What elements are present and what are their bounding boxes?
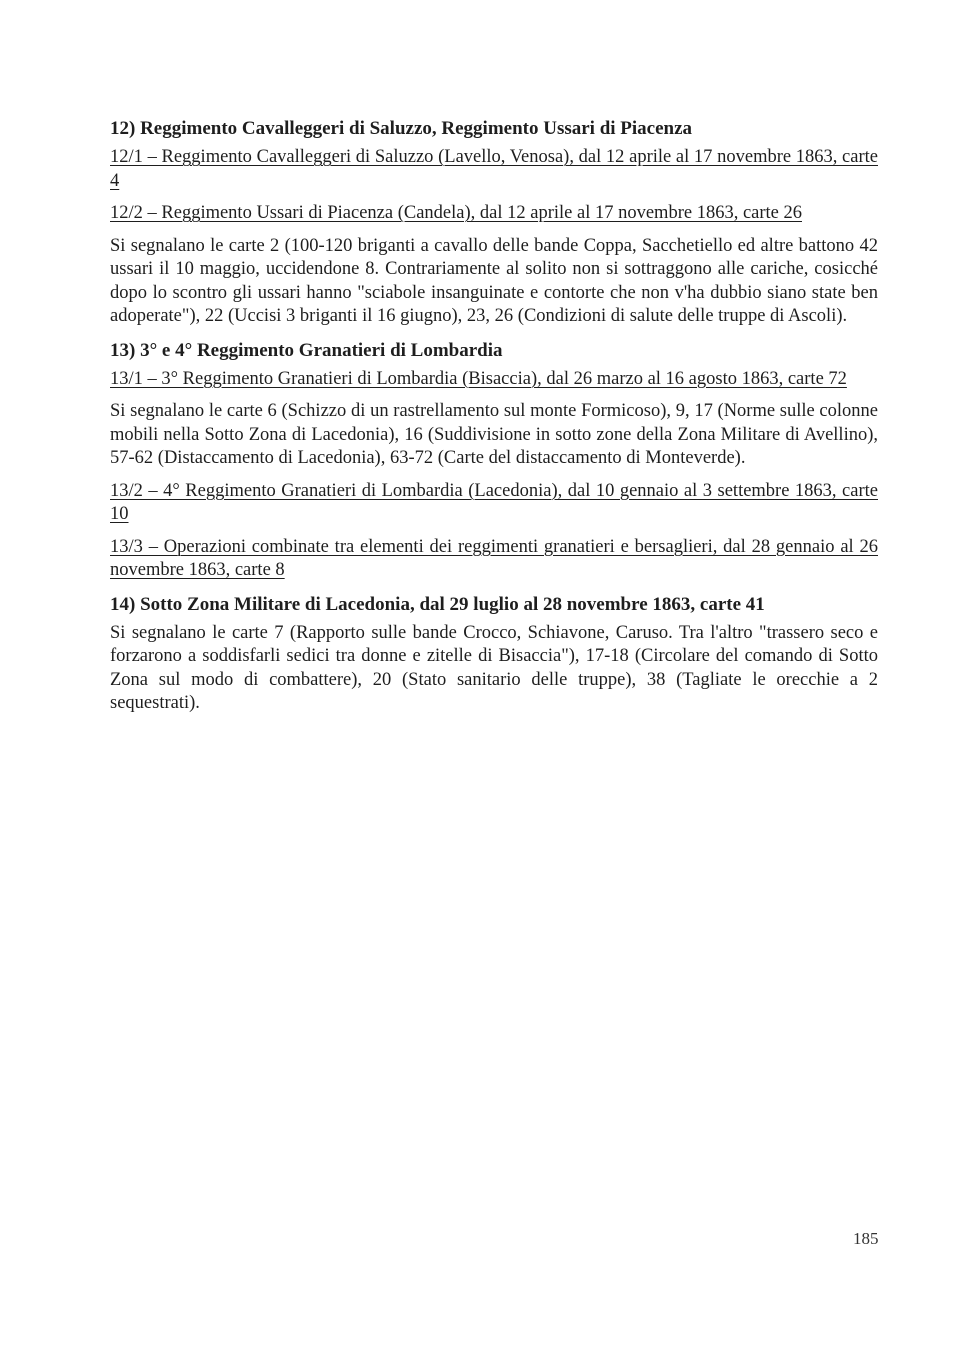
entry-13-3: 13/3 – Operazioni combinate tra elementi dei reggimenti granatieri e bersaglieri, dal 28 gennaio al 26 novembre 1863, carte 8 [110, 536, 878, 580]
document-page [110, 116, 878, 725]
entry-12-2: 12/2 – Reggimento Ussari di Piacenza (Candela), dal 12 aprile al 17 novembre 1863, carte 26 [110, 203, 802, 223]
entry-12-1: 12/1 – Reggimento Cavalleggeri di Saluzzo (Lavello, Venosa), dal 12 aprile al 17 novembre 1863, carte 4 [110, 147, 878, 191]
entry-13-1: 13/1 – 3° Reggimento Granatieri di Lombardia (Bisaccia), dal 26 marzo al 16 agosto 1863, carte 72 [110, 368, 847, 389]
section-14 [110, 592, 878, 716]
section-heading-14: 14) Sotto Zona Militare di Lacedonia, dal 29 luglio al 28 novembre 1863, carte 41 [110, 593, 765, 615]
page-number: 185 [853, 1229, 879, 1248]
entry-13-2: 13/2 – 4° Reggimento Granatieri di Lombardia (Lacedonia), dal 10 gennaio al 3 settembre 1863, carte 10 [110, 480, 878, 524]
note-12: Si segnalano le carte 2 (100-120 briganti a cavallo delle bande Coppa, Sacchetiello ed altre battono 42 ussari il 10 maggio, uccidendone 8. Contrariamente al solito non si sottraggono alle cariche, cosicché dopo lo scontro gli ussari hanno "sciabole insanguinate e contorte che non v'ha dubbio siano state ben adoperate"), 22 (Uccisi 3 briganti il 16 giugno), 23, 26 (Condizioni di salute delle truppe di Ascoli). [110, 235, 878, 326]
section-heading-13: 13) 3° e 4° Reggimento Granatieri di Lombardia [110, 339, 503, 361]
section-13 [110, 338, 878, 583]
section-heading-12: 12) Reggimento Cavalleggeri di Saluzzo, Reggimento Ussari di Piacenza [110, 118, 693, 139]
note-14: Si segnalano le carte 7 (Rapporto sulle bande Crocco, Schiavone, Caruso. Tra l'altro "trassero seco e forzarono a soddisfarli sedici tra donne e zitelle di Bisaccia"), 17-18 (Circolare del comando di Sotto Zona sul modo di combattere), 20 (Stato sanitario delle truppe), 38 (Tagliate le orecchie a 2 sequestrati). [110, 622, 878, 713]
section-12 [110, 116, 878, 329]
note-13: Si segnalano le carte 6 (Schizzo di un rastrellamento sul monte Formicoso), 9, 17 (Norme sulle colonne mobili nella Sotto Zona di Lacedonia), 16 (Suddivisione in sotto zone della Zona Militare di Avellino), 57-62 (Distaccamento di Lacedonia), 63-72 (Carte del distaccamento di Monteverde). [110, 401, 878, 468]
